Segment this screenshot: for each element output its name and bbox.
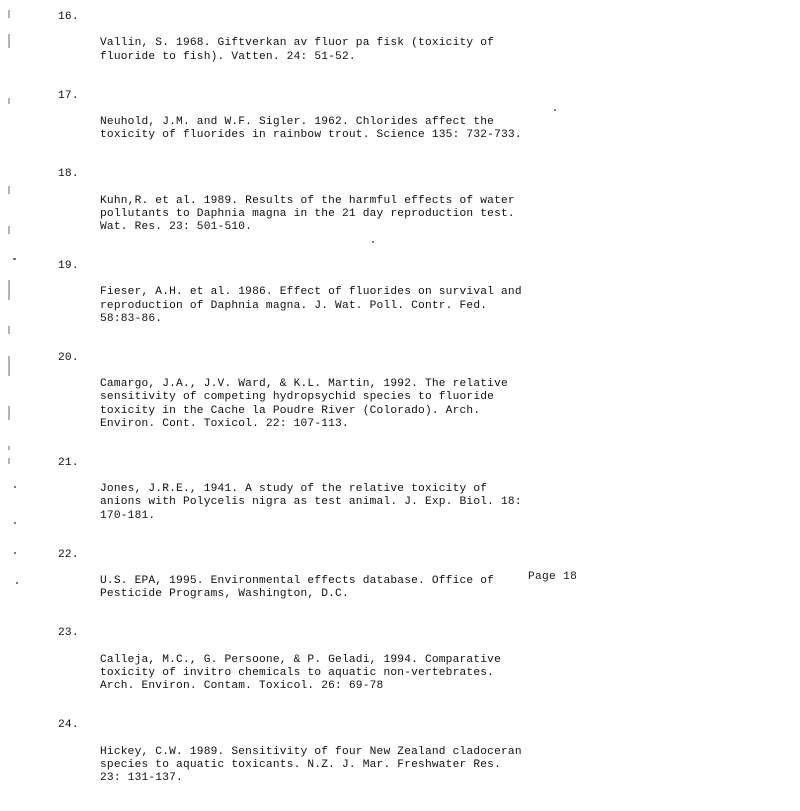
scan-artifact	[8, 186, 10, 194]
page-number: Page 18	[528, 571, 578, 583]
reference-number: 22.	[58, 548, 79, 561]
reference-number: 23.	[58, 627, 79, 640]
scan-artifact	[8, 326, 10, 334]
scan-speck	[14, 486, 16, 488]
reference-text: Hickey, C.W. 1989. Sensitivity of four New Zealand cladoceran species to aquatic toxicants. N.Z. J. Mar. Freshwater Res. 23: 131-137.	[100, 745, 522, 784]
scan-artifact	[8, 280, 10, 300]
reference-text: Jones, J.R.E., 1941. A study of the relative toxicity of anions with Polycelis nigra as test animal. J. Exp. Biol. 18: 170-181.	[100, 483, 522, 522]
reference-number: 18.	[58, 168, 79, 181]
reference-number: 19.	[58, 260, 79, 273]
reference-text: Calleja, M.C., G. Persoone, & P. Geladi, 1994. Comparative toxicity of invitro chemicals to aquatic non-vertebrates. Arch. Environ. Contam. Toxicol. 26: 69-78	[100, 653, 501, 693]
reference-number: 24.	[58, 719, 79, 732]
reference-item	[58, 168, 558, 247]
scan-artifact	[8, 458, 10, 464]
scan-artifact	[8, 446, 10, 450]
reference-text: Fieser, A.H. et al. 1986. Effect of fluorides on survival and reproduction of Daphnia magna. J. Wat. Poll. Contr. Fed. 58:83-86.	[100, 286, 522, 325]
reference-item	[58, 457, 558, 536]
scan-artifact	[8, 226, 10, 234]
reference-number: 21.	[58, 456, 79, 469]
reference-item	[58, 627, 558, 706]
reference-text: Vallin, S. 1968. Giftverkan av fluor pa fisk (toxicity of fluoride to fish). Vatten. 24: 51-52.	[100, 37, 495, 63]
scan-artifact	[8, 10, 10, 18]
reference-item	[58, 90, 558, 156]
reference-item	[58, 260, 558, 339]
reference-text: Neuhold, J.M. and W.F. Sigler. 1962. Chlorides affect the toxicity of fluorides in rainbow trout. Science 135: 732-733.	[100, 116, 522, 142]
reference-number: 16.	[58, 11, 79, 23]
reference-number: 20.	[58, 351, 79, 364]
scan-artifact	[8, 34, 10, 48]
scan-artifact	[8, 98, 10, 104]
reference-item	[58, 719, 558, 798]
scan-speck	[14, 552, 16, 554]
reference-item	[58, 352, 558, 444]
scan-speck	[16, 582, 18, 584]
reference-list	[58, 11, 558, 811]
reference-text: Kuhn,R. et al. 1989. Results of the harmful effects of water pollutants to Daphnia magna in the 21 day reproduction test. Wat. Res. 23: 501-510.	[100, 194, 515, 234]
reference-item	[58, 11, 558, 77]
reference-text: Camargo, J.A., J.V. Ward, & K.L. Martin, 1992. The relative sensitivity of competing hydropsychid species to fluoride toxicity in the Cache la Poudre River (Colorado). Arch. Environ. Cont. Toxicol. 22: 107-113.	[100, 378, 508, 430]
reference-text: U.S. EPA, 1995. Environmental effects database. Office of Pesticide Programs, Washington, D.C.	[100, 575, 495, 601]
scan-artifact	[8, 406, 10, 420]
scan-artifact	[8, 356, 10, 376]
reference-number: 17.	[58, 89, 79, 102]
scan-speck	[13, 258, 16, 260]
scan-speck	[14, 522, 16, 524]
reference-item	[58, 549, 558, 615]
